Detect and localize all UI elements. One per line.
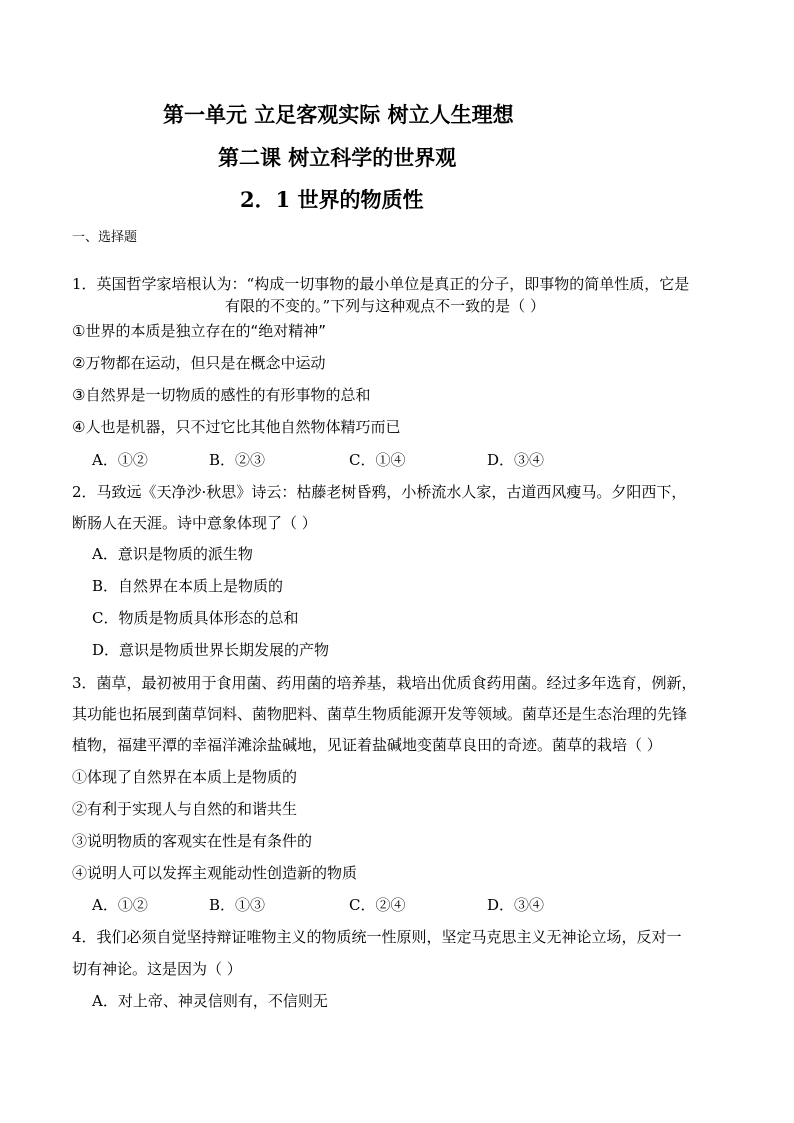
q1-item-4: ④人也是机器，只不过它比其他自然物体精巧而已	[72, 418, 401, 436]
section-label: 一、选择题	[72, 230, 138, 245]
q1-option-b[interactable]: B．②③	[209, 451, 266, 469]
q4-stem-line1: 4．我们必须自觉坚持辩证唯物主义的物质统一性原则，坚定马克思主义无神论立场，反对一	[72, 928, 682, 946]
unit-title: 第一单元 立足客观实际 树立人生理想	[163, 102, 514, 127]
q3-option-a[interactable]: A．①②	[92, 896, 148, 914]
q2-option-c[interactable]: C．物质是物质具体形态的总和	[92, 609, 299, 627]
q3-stem-line2: 其功能也拓展到菌草饲料、菌物肥料、菌草生物质能源开发等领域。菌草还是生态治理的先锋	[72, 705, 688, 723]
lesson-title: 第二课 树立科学的世界观	[218, 145, 457, 170]
q2-option-d[interactable]: D．意识是物质世界长期发展的产物	[92, 641, 330, 659]
q3-stem-line1: 3．菌草，最初被用于食用菌、药用菌的培养基，栽培出优质食药用菌。经过多年选育，例新，	[72, 674, 697, 692]
q3-item-1: ①体现了自然界在本质上是物质的	[72, 768, 298, 786]
q3-item-3: ③说明物质的客观实在性是有条件的	[72, 832, 313, 850]
q4-stem-line2: 切有神论。这是因为（ ）	[72, 960, 242, 978]
q1-option-c[interactable]: C．①④	[349, 451, 406, 469]
q1-option-d[interactable]: D．③④	[487, 451, 545, 469]
q1-stem-line2: 有限的不变的。”下列与这种观点不一致的是（ ）	[225, 297, 545, 315]
q2-option-a[interactable]: A．意识是物质的派生物	[92, 545, 253, 563]
q3-option-c[interactable]: C．②④	[349, 896, 406, 914]
q3-option-b[interactable]: B．①③	[209, 896, 266, 914]
q3-stem-line3: 植物，福建平潭的幸福洋滩涂盐碱地，见证着盐碱地变菌草良田的奇迹。菌草的栽培（ ）	[72, 736, 662, 754]
q1-stem-line1: 1．英国哲学家培根认为：“构成一切事物的最小单位是真正的分子，即事物的简单性质，它是	[72, 275, 690, 293]
q2-stem-line2: 断肠人在天涯。诗中意象体现了（ ）	[72, 514, 317, 532]
q4-option-a[interactable]: A．对上帝、神灵信则有，不信则无	[92, 992, 328, 1010]
q3-item-4: ④说明人可以发挥主观能动性创造新的物质	[72, 864, 358, 882]
section-title: 2．1 世界的物质性	[240, 187, 424, 212]
q3-option-d[interactable]: D．③④	[487, 896, 545, 914]
q1-item-1: ①世界的本质是独立存在的“绝对精神”	[72, 322, 326, 340]
q1-option-a[interactable]: A．①②	[92, 451, 148, 469]
q2-stem-line1: 2．马致远《天净沙·秋思》诗云：枯藤老树昏鸦，小桥流水人家，古道西风瘦马。夕阳西下，	[72, 483, 687, 501]
q2-option-b[interactable]: B．自然界在本质上是物质的	[92, 577, 284, 595]
q1-item-2: ②万物都在运动，但只是在概念中运动	[72, 354, 326, 372]
q1-item-3: ③自然界是一切物质的感性的有形事物的总和	[72, 386, 371, 404]
q3-item-2: ②有利于实现人与自然的和谐共生	[72, 800, 298, 818]
